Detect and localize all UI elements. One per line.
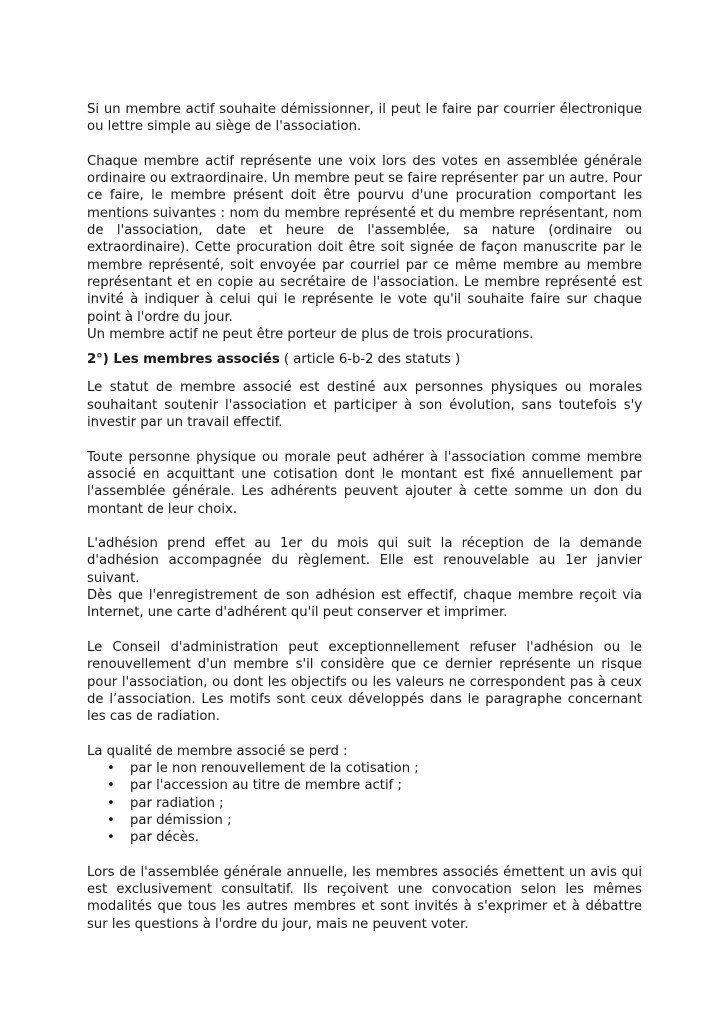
document-page [87,101,642,950]
list-item-text: par radiation ; [130,795,224,811]
paragraph-resignation: Si un membre actif souhaite démissionner, il peut le faire par courrier électronique ou lettre simple au siège de l'association. [87,102,642,135]
list-item-text: par démission ; [130,812,232,828]
section-heading-title: 2°) Les membres associés [87,352,280,368]
list-item [87,760,642,777]
bullet-icon: • [107,812,115,828]
list-item-text: par l'accession au titre de membre actif ; [130,778,402,794]
list-item [87,812,642,829]
section-heading-reference: ( article 6-b-2 des statuts ) [279,352,461,368]
paragraph-membership-card: Dès que l'enregistrement de son adhésion est effectif, chaque membre reçoit via Internet, une carte d'adhérent qu'il peut conserver et imprimer. [87,588,642,621]
list-item [87,829,642,846]
bullet-icon: • [107,778,115,794]
paragraph-loss-of-status: La qualité de membre associé se perd : [87,743,348,759]
list-item-text: par décès. [130,830,199,846]
bullet-icon: • [107,760,115,776]
loss-of-status-list [87,760,642,846]
paragraph-proxy-limit: Un membre actif ne peut être porteur de plus de trois procurations. [87,326,534,342]
paragraph-voting [87,153,642,326]
paragraph-associate-status: Le statut de membre associé est destiné aux personnes physiques ou morales souhaitant soutenir l'association et participer à son évolution, sans toutefois s'y investir par un travail effectif. [87,380,642,431]
paragraph-general-assembly: Lors de l'assemblée générale annuelle, les membres associés émettent un avis qui est exclusivement consultatif. Ils reçoivent une convocation selon les mêmes modalités que tous les autres membres et sont invités à s'exprimer et à débattre sur les questions à l'ordre du jour, mais ne peuvent voter. [87,864,642,932]
bullet-icon: • [107,795,115,811]
section-heading-associate-members [87,351,642,368]
list-item [87,777,642,794]
list-item-text: par le non renouvellement de la cotisation ; [130,760,419,776]
paragraph-membership-start: L'adhésion prend effet au 1er du mois qui suit la réception de la demande d'adhésion accompagnée du règlement. Elle est renouvelable au 1er janvier suivant. [87,536,642,586]
paragraph-membership-fee: Toute personne physique ou morale peut adhérer à l'association comme membre associé en acquittant une cotisation dont le montant est fixé annuellement par l'assemblée générale. Les adhérents peuvent ajouter à cette somme un don du montant de leur choix. [87,449,642,517]
list-item [87,795,642,812]
paragraph-refusal: Le Conseil d'administration peut exceptionnellement refuser l'adhésion ou le renouvellement d'un membre s'il considère que ce dernier représente un risque pour l'association, ou dont les objectifs ou les valeurs ne correspondent pas à ceux de l’association. Les motifs sont ceux développés dans le paragraphe concernant les cas de radiation. [87,639,642,725]
paragraph-voting-text: Chaque membre actif représente une voix lors des votes en assemblée générale ordinaire ou extraordinaire. Un membre peut se faire représenter par un autre. Pour ce faire, le membre présent doit être pourvu d'une procuration comportant les mentions suivantes : nom du membre représenté et du membre représentant, nom de l'association, date et heure de l'assemblée, sa nature (ordinaire ou extraordinaire). Cette procuration doit être soit signée de façon manuscrite par le membre représenté, soit envoyée par courriel par ce même membre au membre représentant et en copie au secrétaire de l'association. Le membre représenté est invité à indiquer à celui qui le représente le vote qu'il souhaite faire sur chaque point à l'ordre du jour. [87,153,642,325]
bullet-icon: • [107,830,115,846]
